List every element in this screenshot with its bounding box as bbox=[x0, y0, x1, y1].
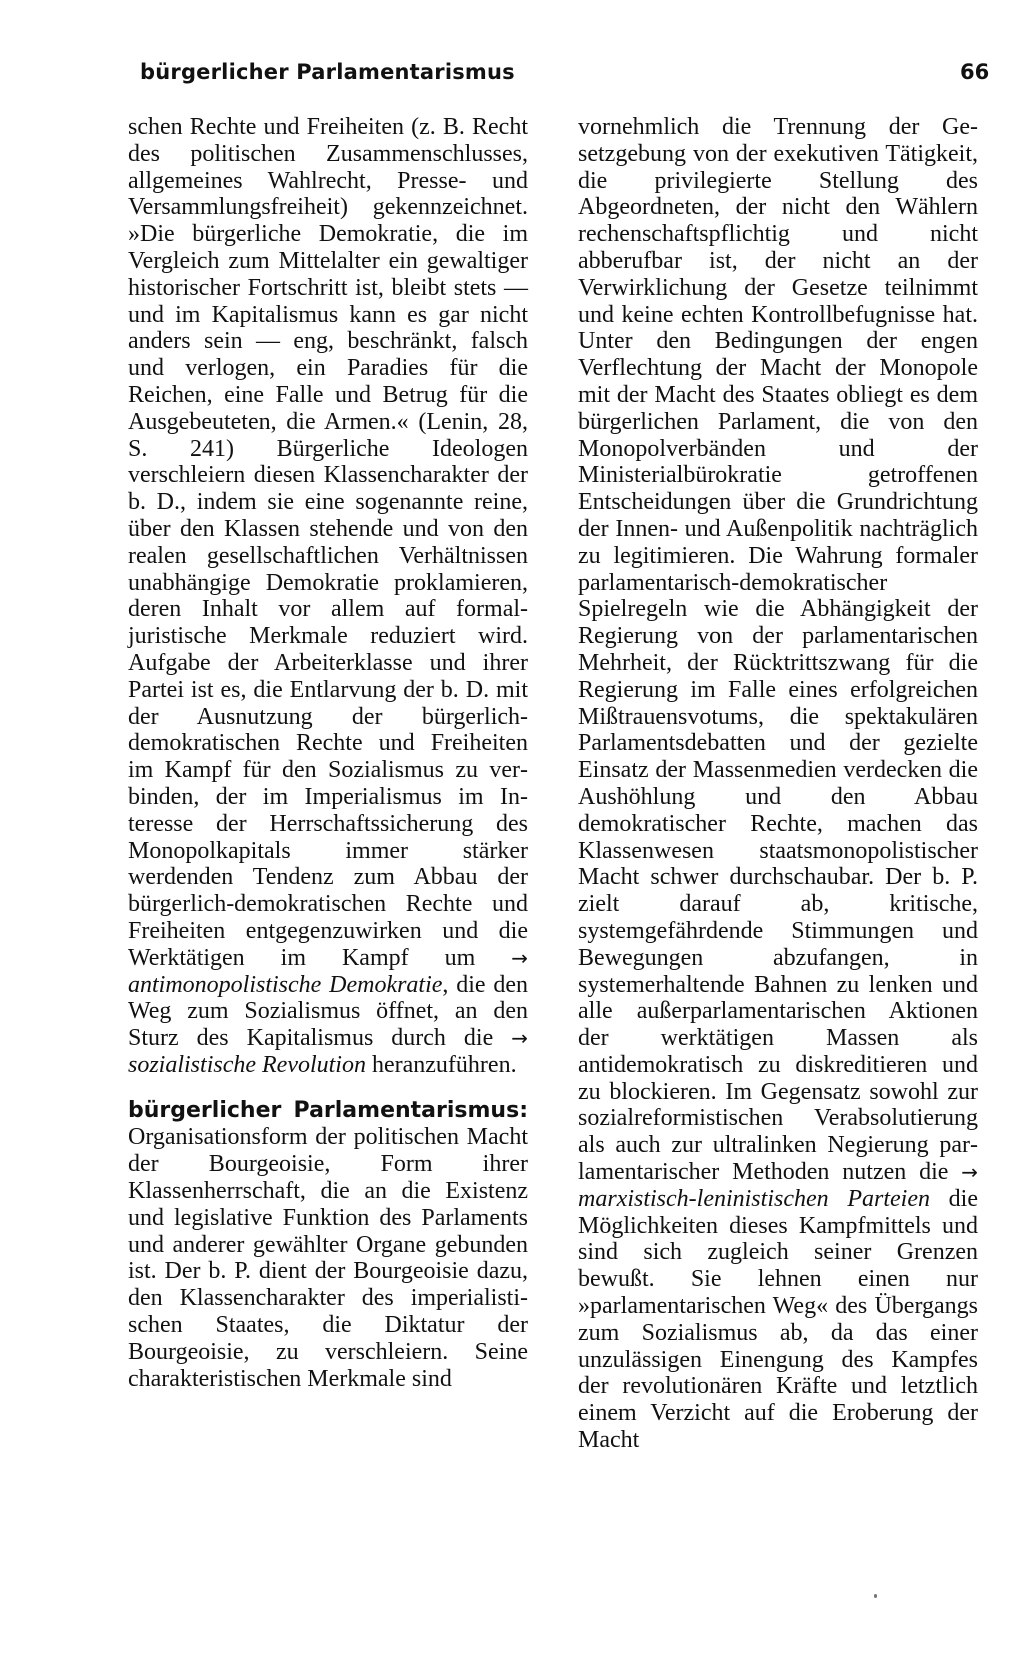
cross-reference-link[interactable]: marxistisch-leninistischen Parteien bbox=[578, 1185, 930, 1212]
paragraph-text: , die den Weg zum Sozialismus öffnet, an den Sturz des Kapitalismus durch die bbox=[128, 971, 528, 1052]
running-title: bürgerlicher Parlamentarismus bbox=[140, 60, 515, 84]
paragraph-continued bbox=[128, 114, 528, 1079]
paragraph-text: schen Rechte und Freiheiten (z. B. Recht des politischen Zusammenschlusses, allgemeines Wahlrecht, Presse- und Versammlungsfreiheit) gekennzeichnet. »Die bürgerliche Demokratie, die im Vergleich zum Mittelalter ein gewaltiger historischer Fortschritt ist, bleibt stets — und im Kapitalismus kann es gar nicht anders sein — eng, beschränkt, falsch und verlogen, ein Paradies für die Reichen, eine Falle und Betrug für die Ausgebeuteten, die Armen.« (Lenin, 28, S. 241) Bürgerliche Ideologen verschleiern diesen Klassencharakter der b. D., indem sie eine sogenannte reine, über den Klassen stehende und von den realen gesellschaftlichen Verhältnissen unabhängige Demokratie proklamieren, deren Inhalt vor allem auf formal-juristische Merkmale reduziert wird. Aufgabe der Arbeiterklasse und ihrer Partei ist es, die Entlarvung der b. D. mit der Ausnutzung der bürgerlich-demokratischen Rechte und Freiheiten im Kampf für den Sozialismus zu verbinden, der im Imperialismus im Interesse der Herrschaftssicherung des Monopolkapitals immer stärker werdenden Tendenz zum Abbau der bürgerlich-demokratischen Rechte und Freiheiten entgegenzuwirken und die Werktätigen im Kampf um bbox=[128, 114, 528, 971]
paragraph-text: vornehmlich die Trennung der Gesetzgebung von der exekutiven Tätigkeit, die privilegierte Stellung des Abgeordneten, der nicht den Wählern rechenschaftspflichtig und nicht abberufbar ist, der nicht an der Verwirklichung der Gesetze teilnimmt und keine echten Kontrollbefugnisse hat. Unter den Bedingungen der engen Verflechtung der Macht der Monopole mit der Macht des Staates obliegt es dem bürgerlichen Parlament, die von den Monopolverbänden und der Ministerialbürokratie getroffenen Entscheidungen über die Grundrichtung der Innen- und Außenpolitik nachträglich zu legitimieren. Die Wahrung formaler parlamentarisch-demokratischer Spielregeln wie die Abhängigkeit der Regierung von der parlamentarischen Mehrheit, der Rücktrittszwang für die Regierung im Falle eines erfolgreichen Mißtrauensvotums, die spektakulären Parlamentsdebatten und der gezielte Einsatz der Massenmedien verdecken die Aushöhlung und den Abbau demokratischer Rechte, machen das Klassenwesen staatsmonopolistischer Macht schwer durchschaubar. Der b. P. zielt darauf ab, kritische, systemgefährdende Stimmungen und Bewegungen abzufangen, in systemerhaltende Bahnen zu lenken und alle außerparlamentarischen Aktionen der werktätigen Massen als antidemokratisch zu diskreditieren und zu blockieren. Im Gegensatz sowohl zur sozialreformistischen Verabsolutierung als auch zur ultralinken Negierung parlamentarischer Methoden nutzen die bbox=[578, 114, 978, 1186]
cross-reference-link[interactable]: sozialistische Revolution bbox=[128, 1051, 366, 1078]
entry-headword: bürgerlicher Parlamentarismus: bbox=[128, 1097, 528, 1123]
scan-speck bbox=[874, 1594, 877, 1598]
cross-reference-arrow-icon: → bbox=[961, 1160, 978, 1185]
cross-reference-arrow-icon: → bbox=[511, 945, 528, 970]
left-column bbox=[128, 114, 528, 1392]
entry-continuation bbox=[578, 114, 978, 1454]
cross-reference-link[interactable]: antimonopolistische Demokratie bbox=[128, 971, 443, 998]
cross-reference-arrow-icon: → bbox=[511, 1026, 529, 1051]
paragraph-text: heranzuführen. bbox=[365, 1051, 517, 1078]
entry-definition: Organisationsform der politischen Macht der Bourgeoisie, Form ihrer Klassenherrschaft, die an die Existenz und legislative Funktion des Parlaments und anderer gewählter Organe gebunden ist. Der b. P. dient der Bourgeoisie dazu, den Klassencharakter des imperialistischen Staates, die Diktatur der Bourgeoisie, zu verschleiern. Seine charakteristischen Merkmale sind bbox=[128, 1124, 528, 1392]
paragraph-text: die Möglichkeiten dieses Kampfmittels und sind sich zugleich seiner Grenzen bewußt. Sie lehnen einen nur »parlamentarischen Weg« des Übergangs zum Sozialismus ab, da das einer unzulässigen Einengung des Kampfes der revolutionären Kräfte und letztlich einem Verzicht auf die Eroberung der Macht bbox=[578, 1185, 978, 1454]
dictionary-entry bbox=[128, 1097, 528, 1393]
right-column bbox=[578, 114, 978, 1454]
page-number: 66 bbox=[960, 60, 990, 84]
